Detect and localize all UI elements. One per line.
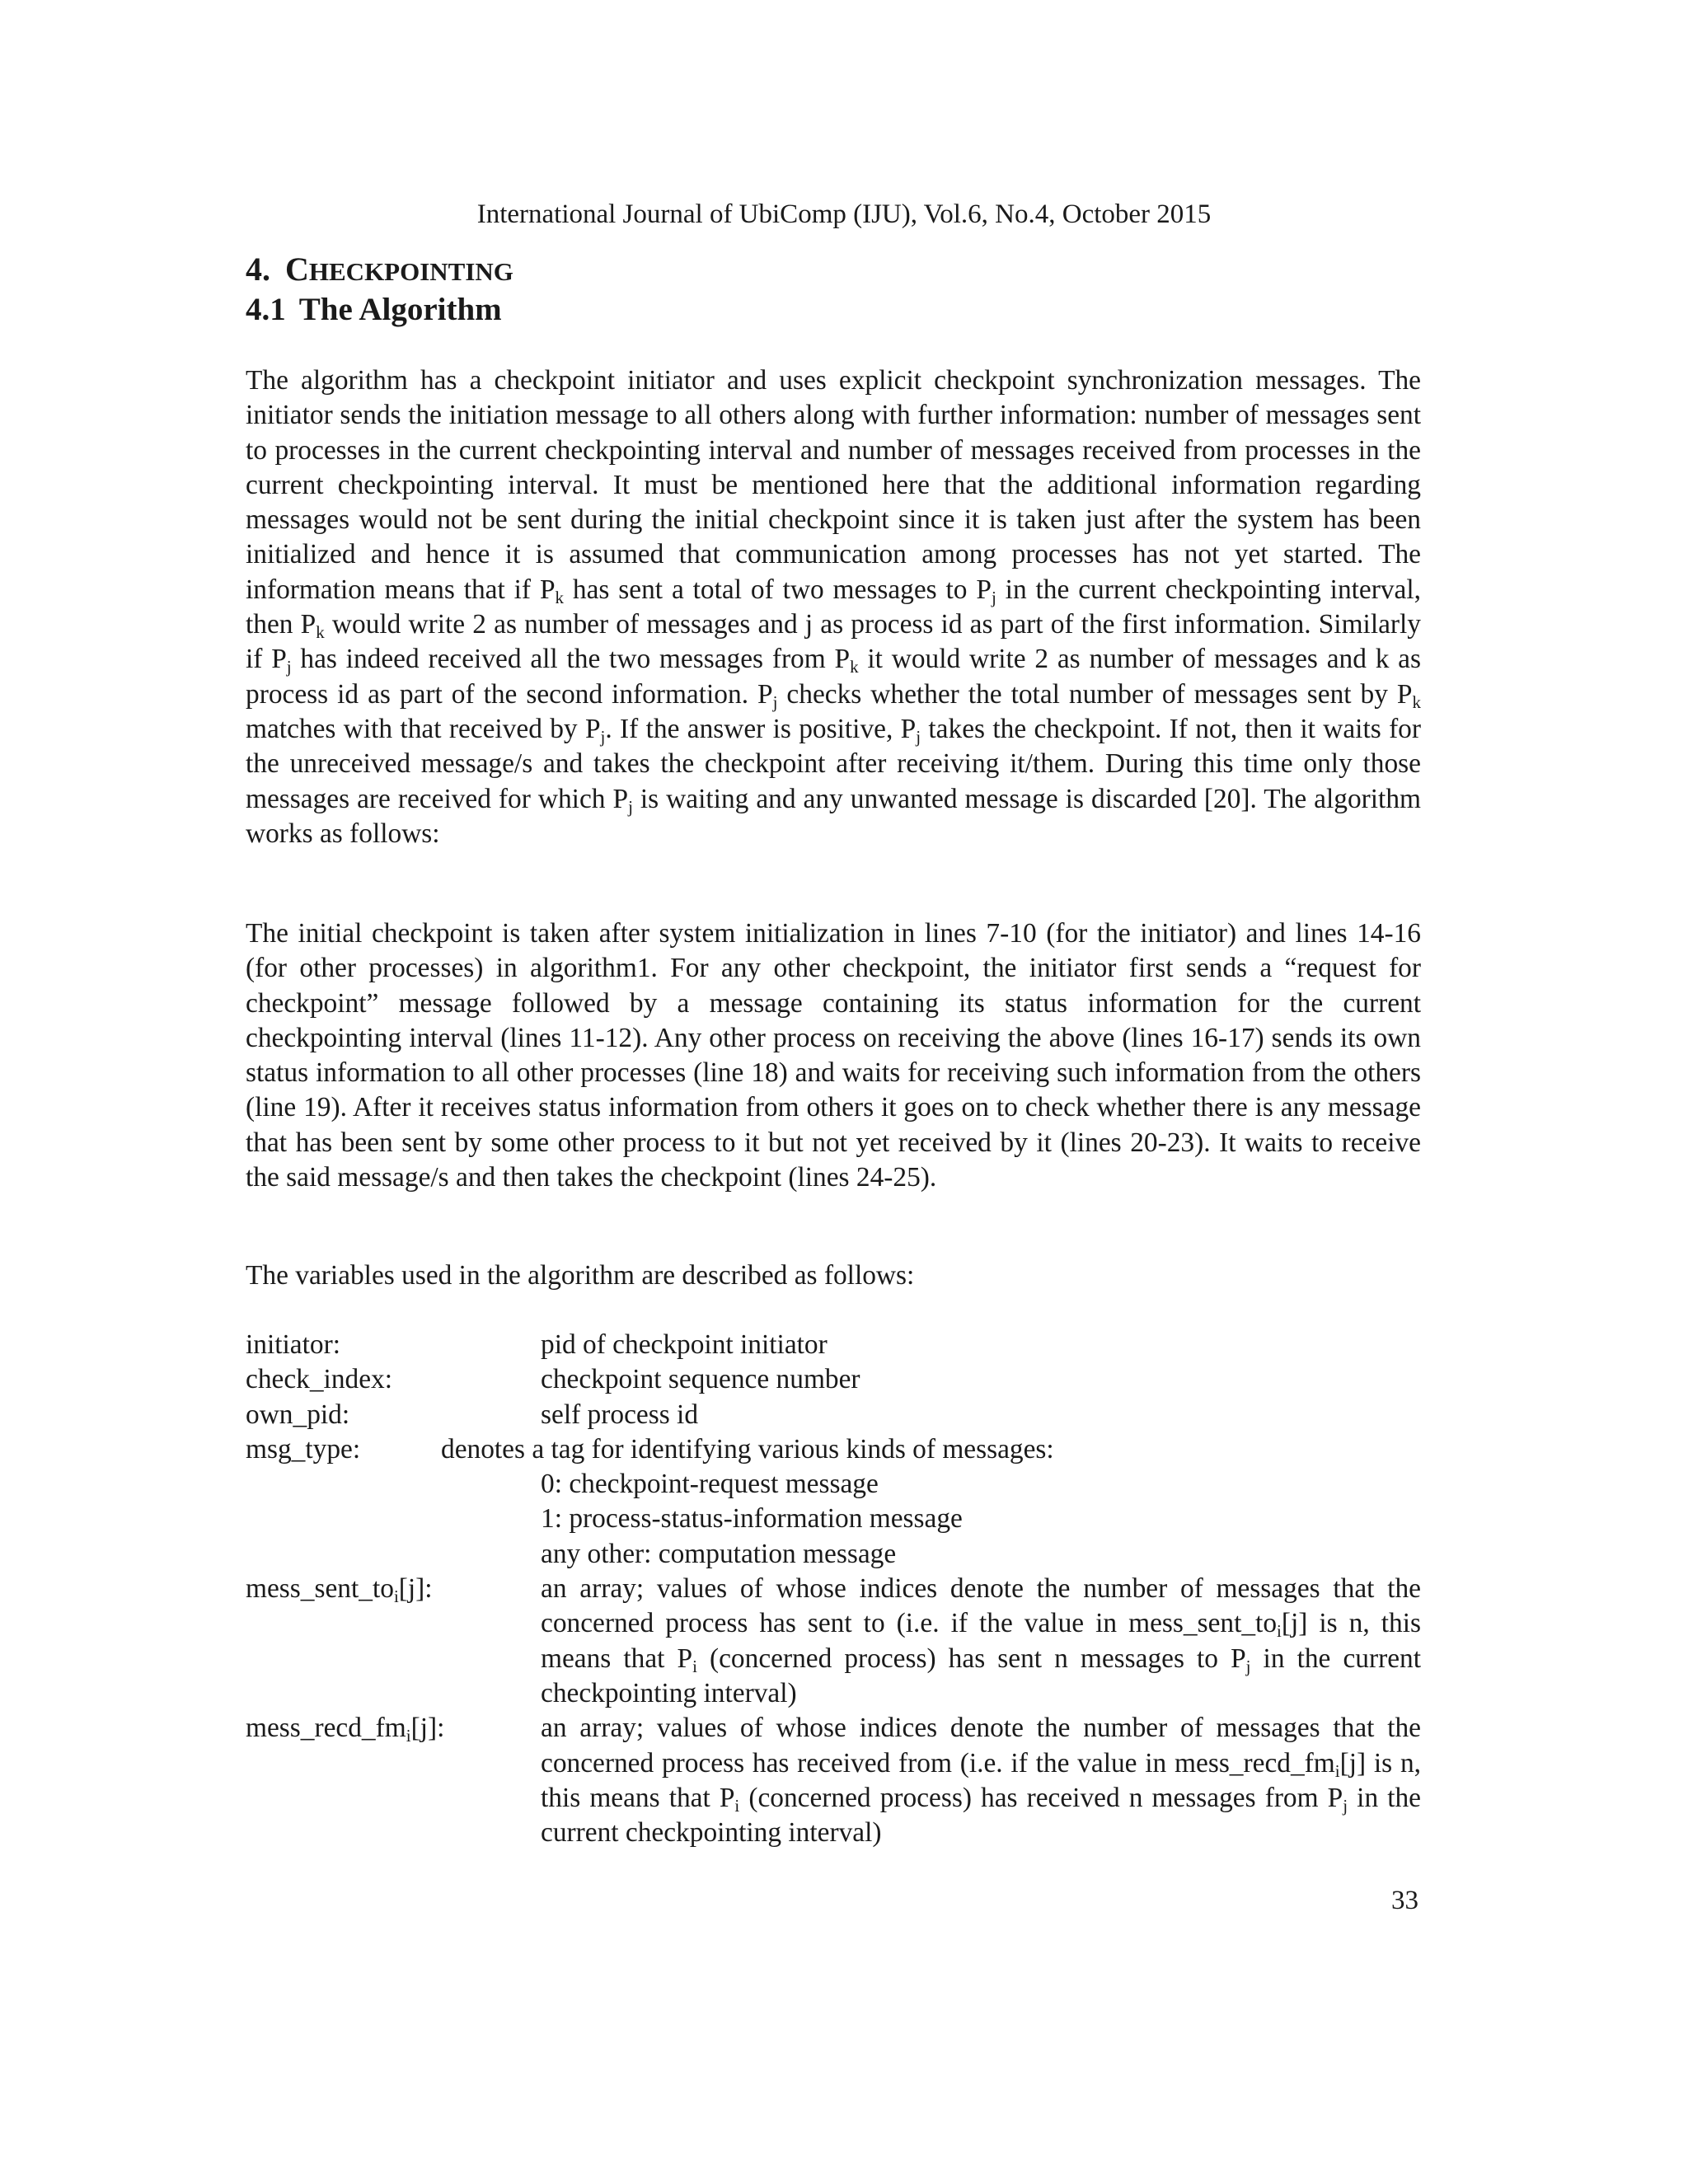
paragraph-text: The algorithm has a checkpoint initiator and uses explicit checkpoint synchronization messages. The initiator sends the initiation message to all others along with further information: number of messages sent to processes in the current checkpointing interval and number of messages received from processes in the current checkpointing interval. It must be mentioned here that the additional information regarding messages would not be sent during the initial checkpoint since it is taken just after the system has been initialized and hence it is assumed that communication among processes has not yet started. The information means that if $P_k$ has sent a total of two messages to $P_j$ in the current checkpointing interval, then $P_k$ would write 2 as number of messages and j as process id as part of the first information. Similarly if $P_j$ has indeed received all the two messages from $P_k$ it would write 2 as number of messages and k as process id as part of the second information. $P_j$ checks whether the total number of messages sent by $P_k$ matches with that received by $P_j$. If the answer is positive, $P_j$ takes the checkpoint. If not, then it waits for the unreceived message/s and takes the checkpoint after receiving it/them. During this time only those messages are received for which $P_j$ is waiting and any unwanted message is discarded [20]. The algorithm works as follows: xyxy=(246,365,1422,849)
subsection-heading xyxy=(246,291,502,329)
msg-type-option: 1: process-status-information message xyxy=(541,1503,963,1535)
variable-name: initiator: xyxy=(246,1329,340,1360)
running-header: International Journal of UbiComp (IJU), Vol.6, No.4, October 2015 xyxy=(476,199,1212,229)
variable-row-own-pid xyxy=(246,1398,1421,1432)
paragraph-variables-intro xyxy=(246,1258,1421,1293)
variable-row-initiator xyxy=(246,1328,1421,1362)
variable-description: an array; values of whose indices denote the number of messages that the concerned process has received from (i.e. if the value in $mess\_recd\_fm_i[j]$ is n, this means that $P_i$ (concerned process) has received n messages from $P_j$ in the current checkpointing interval) xyxy=(541,1713,1422,1849)
variable-name: check_index: xyxy=(246,1364,393,1395)
paragraph-algorithm-description xyxy=(246,363,1421,851)
section-heading xyxy=(246,250,513,292)
variable-name: $mess\_sent\_to_i[j]$: xyxy=(246,1573,433,1607)
subsection-number: 4.1 xyxy=(246,292,286,327)
section-title-initial: C xyxy=(285,251,309,288)
variable-definition-list xyxy=(246,1328,1421,1850)
variable-name: msg_type: xyxy=(246,1433,361,1465)
paragraph-text: The variables used in the algorithm are described as follows: xyxy=(246,1260,915,1291)
variable-description: an array; values of whose indices denote the number of messages that the concerned process has sent to (i.e. if the value in $mess\_sent\_to_i[j]$ is n, this means that $P_i$ (concerned process) has sent n messages to $P_j$ in the current checkpointing interval) xyxy=(541,1573,1421,1708)
section-number: 4. xyxy=(246,251,270,288)
page-number: 33 xyxy=(1391,1886,1418,1915)
section-title-rest: HECKPOINTING xyxy=(308,257,513,286)
variable-row-msg-type xyxy=(246,1432,1421,1572)
variable-description: checkpoint sequence number xyxy=(541,1364,860,1395)
variable-description: self process id xyxy=(541,1399,699,1430)
variable-name: $mess\_recd\_fm_i[j]$: xyxy=(246,1713,445,1746)
variable-row-mess-recd-fm xyxy=(246,1711,1421,1850)
paragraph-text: The initial checkpoint is taken after system initialization in lines 7-10 (for the initiator) and lines 14-16 (for other processes) in algorithm1. For any other checkpoint, the initiator first sends a “request for checkpoint” message followed by a message containing its status information for the current checkpointing interval (lines 11-12). Any other process on receiving the above (lines 16-17) sends its own status information to all other processes (line 18) and waits for receiving such information from the others (line 19). After it receives status information from others it goes on to check whether there is any message that has been sent by some other process to it but not yet received by it (lines 20-23). It waits to receive the said message/s and then takes the checkpoint (lines 24-25). xyxy=(246,918,1421,1193)
paragraph-algorithm-lines xyxy=(246,916,1421,1195)
variable-description: pid of checkpoint initiator xyxy=(541,1329,828,1360)
variable-name: own_pid: xyxy=(246,1399,350,1430)
msg-type-option: 0: checkpoint-request message xyxy=(541,1469,879,1500)
variable-row-check-index xyxy=(246,1362,1421,1397)
subsection-title: The Algorithm xyxy=(298,292,502,327)
variable-row-mess-sent-to xyxy=(246,1572,1421,1711)
msg-type-option: any other: computation message xyxy=(541,1538,897,1569)
variable-description: denotes a tag for identifying various kinds of messages: xyxy=(441,1433,1054,1465)
